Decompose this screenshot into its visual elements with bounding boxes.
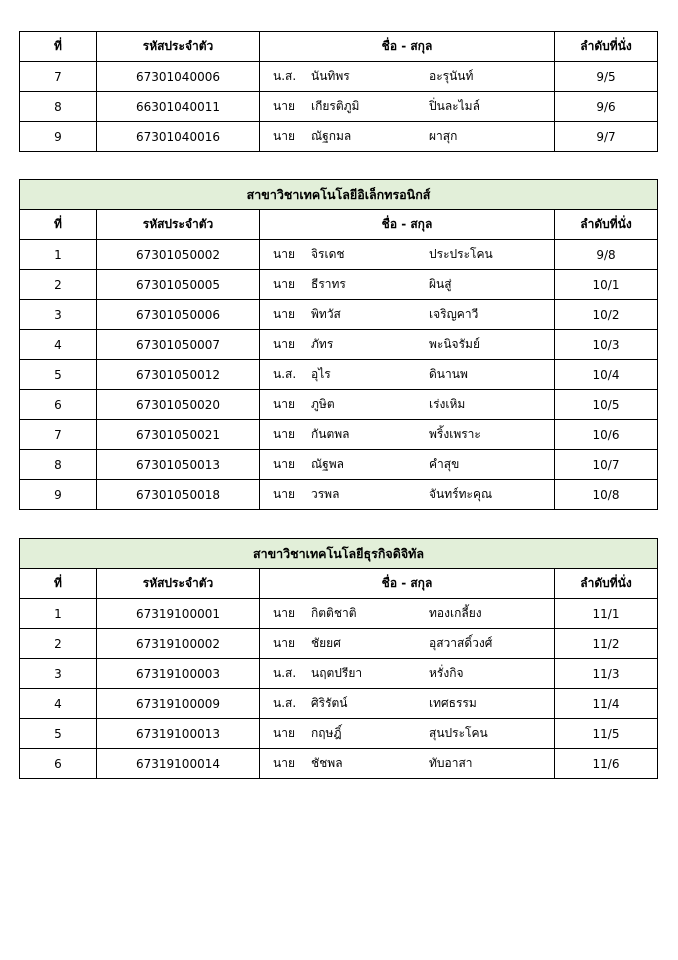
col-header-name: ชื่อ - สกุล [260, 569, 555, 599]
first-name: อุไร [311, 367, 331, 381]
table-row [20, 92, 658, 122]
table-row [20, 300, 658, 330]
name-prefix: น.ส. [273, 69, 297, 83]
last-name: สุนประโคน [429, 726, 488, 740]
name-prefix: นาย [273, 726, 295, 740]
row-number: 4 [20, 330, 97, 360]
student-id: 67319100003 [97, 659, 260, 689]
table-row [20, 270, 658, 300]
seat-number: 10/8 [555, 480, 658, 510]
first-name: วรพล [311, 487, 340, 501]
table-row [20, 599, 658, 629]
table-row [20, 390, 658, 420]
row-number: 2 [20, 629, 97, 659]
row-number: 7 [20, 62, 97, 92]
seat-number: 10/6 [555, 420, 658, 450]
col-header-no: ที่ [20, 569, 97, 599]
seat-number: 10/1 [555, 270, 658, 300]
student-name [260, 62, 555, 92]
first-name: กฤษฎิ์ [311, 726, 342, 740]
first-name: นฤตปรียา [311, 666, 363, 680]
student-name [260, 599, 555, 629]
name-prefix: นาย [273, 457, 295, 471]
col-header-seat: ลำดับที่นั่ง [555, 32, 658, 62]
student-id: 67301050012 [97, 360, 260, 390]
seat-number: 11/2 [555, 629, 658, 659]
name-prefix: นาย [273, 606, 295, 620]
student-id: 67319100014 [97, 749, 260, 779]
last-name: ประประโคน [429, 247, 493, 261]
student-name [260, 719, 555, 749]
seat-number: 9/7 [555, 122, 658, 152]
table-row [20, 719, 658, 749]
name-prefix: นาย [273, 337, 295, 351]
student-name [260, 749, 555, 779]
row-number: 6 [20, 390, 97, 420]
seat-table-electronics [19, 179, 658, 510]
first-name: ณัฐกมล [311, 129, 352, 143]
student-name [260, 480, 555, 510]
seat-table-digital-business [19, 538, 658, 779]
student-id: 67301050002 [97, 240, 260, 270]
student-name [260, 122, 555, 152]
first-name: ชัยยศ [311, 636, 341, 650]
table-row [20, 749, 658, 779]
first-name: ภูษิต [311, 397, 335, 411]
last-name: อุสวาสดิ์วงศ์ [429, 636, 493, 650]
name-prefix: นาย [273, 247, 295, 261]
name-prefix: นาย [273, 397, 295, 411]
name-prefix: นาย [273, 277, 295, 291]
col-header-name: ชื่อ - สกุล [260, 210, 555, 240]
table-row [20, 480, 658, 510]
student-name [260, 390, 555, 420]
row-number: 5 [20, 719, 97, 749]
student-name [260, 92, 555, 122]
table-row [20, 62, 658, 92]
first-name: จิรเดช [311, 247, 345, 261]
student-id: 67301050018 [97, 480, 260, 510]
row-number: 5 [20, 360, 97, 390]
last-name: หรั่งกิจ [429, 666, 464, 680]
student-id: 67301050006 [97, 300, 260, 330]
row-number: 3 [20, 659, 97, 689]
student-name [260, 659, 555, 689]
section-title: สาขาวิชาเทคโนโลยีธุรกิจดิจิทัล [20, 539, 658, 569]
table-header-row [20, 32, 658, 62]
student-id: 67319100013 [97, 719, 260, 749]
row-number: 4 [20, 689, 97, 719]
name-prefix: นาย [273, 307, 295, 321]
name-prefix: นาย [273, 129, 295, 143]
row-number: 1 [20, 240, 97, 270]
seat-number: 11/1 [555, 599, 658, 629]
name-prefix: นาย [273, 487, 295, 501]
name-prefix: นาย [273, 99, 295, 113]
row-number: 9 [20, 480, 97, 510]
col-header-seat: ลำดับที่นั่ง [555, 569, 658, 599]
last-name: ปิ่นละไมล์ [429, 99, 480, 113]
row-number: 3 [20, 300, 97, 330]
name-prefix: น.ส. [273, 367, 297, 381]
seat-number: 10/5 [555, 390, 658, 420]
section-title-row [20, 539, 658, 569]
seat-table-continued [19, 31, 658, 152]
section-title: สาขาวิชาเทคโนโลยีอิเล็กทรอนิกส์ [20, 180, 658, 210]
row-number: 1 [20, 599, 97, 629]
last-name: เร่งเหิม [429, 397, 466, 411]
first-name: กันตพล [311, 427, 350, 441]
last-name: จันทร์ทะคุณ [429, 487, 493, 501]
student-name [260, 629, 555, 659]
seat-number: 9/5 [555, 62, 658, 92]
last-name: ทับอาสา [429, 756, 473, 770]
last-name: เทศธรรม [429, 696, 477, 710]
col-header-no: ที่ [20, 32, 97, 62]
seat-number: 11/5 [555, 719, 658, 749]
table-row [20, 629, 658, 659]
first-name: กิตติชาติ [311, 606, 357, 620]
last-name: เจริญคาวี [429, 307, 479, 321]
name-prefix: นาย [273, 636, 295, 650]
row-number: 6 [20, 749, 97, 779]
row-number: 9 [20, 122, 97, 152]
last-name: พริ้งเพราะ [429, 427, 481, 441]
student-id: 67301040016 [97, 122, 260, 152]
student-name [260, 360, 555, 390]
col-header-seat: ลำดับที่นั่ง [555, 210, 658, 240]
name-prefix: น.ส. [273, 696, 297, 710]
table-row [20, 240, 658, 270]
student-name [260, 270, 555, 300]
student-id: 67301050013 [97, 450, 260, 480]
seat-number: 10/2 [555, 300, 658, 330]
first-name: นันทิพร [311, 69, 350, 83]
student-name [260, 689, 555, 719]
student-id: 67301050021 [97, 420, 260, 450]
student-name [260, 240, 555, 270]
col-header-name: ชื่อ - สกุล [260, 32, 555, 62]
row-number: 8 [20, 92, 97, 122]
first-name: เกียรติภูมิ [311, 99, 360, 113]
student-id: 66301040011 [97, 92, 260, 122]
last-name: ดินานพ [429, 367, 468, 381]
student-name [260, 450, 555, 480]
last-name: ทองเกลี้ยง [429, 606, 482, 620]
table-header-row [20, 210, 658, 240]
last-name: ผาสุก [429, 129, 458, 143]
student-id: 67301050007 [97, 330, 260, 360]
last-name: พะนิจรัมย์ [429, 337, 480, 351]
first-name: พิทวัส [311, 307, 341, 321]
seat-number: 11/4 [555, 689, 658, 719]
student-id: 67319100002 [97, 629, 260, 659]
col-header-student-id: รหัสประจำตัว [97, 569, 260, 599]
table-row [20, 450, 658, 480]
last-name: อะรุนันท์ [429, 69, 474, 83]
table-row [20, 659, 658, 689]
table-row [20, 420, 658, 450]
table-row [20, 360, 658, 390]
student-id: 67319100001 [97, 599, 260, 629]
student-id: 67301040006 [97, 62, 260, 92]
name-prefix: นาย [273, 427, 295, 441]
first-name: ศิริรัตน์ [311, 696, 348, 710]
first-name: ธีราทร [311, 277, 346, 291]
name-prefix: น.ส. [273, 666, 297, 680]
name-prefix: นาย [273, 756, 295, 770]
first-name: ชัชพล [311, 756, 343, 770]
table-header-row [20, 569, 658, 599]
last-name: ผินสู่ [429, 277, 452, 291]
row-number: 8 [20, 450, 97, 480]
seat-number: 10/3 [555, 330, 658, 360]
last-name: คำสุข [429, 457, 460, 471]
student-id: 67319100009 [97, 689, 260, 719]
first-name: ภัทร [311, 337, 334, 351]
seat-number: 11/3 [555, 659, 658, 689]
col-header-student-id: รหัสประจำตัว [97, 210, 260, 240]
section-title-row [20, 180, 658, 210]
col-header-no: ที่ [20, 210, 97, 240]
table-row [20, 122, 658, 152]
student-id: 67301050020 [97, 390, 260, 420]
student-name [260, 420, 555, 450]
table-row [20, 689, 658, 719]
col-header-student-id: รหัสประจำตัว [97, 32, 260, 62]
student-name [260, 330, 555, 360]
first-name: ณัฐพล [311, 457, 345, 471]
seat-number: 10/7 [555, 450, 658, 480]
student-name [260, 300, 555, 330]
seat-number: 9/8 [555, 240, 658, 270]
seat-number: 11/6 [555, 749, 658, 779]
seat-number: 10/4 [555, 360, 658, 390]
row-number: 7 [20, 420, 97, 450]
table-row [20, 330, 658, 360]
row-number: 2 [20, 270, 97, 300]
seat-number: 9/6 [555, 92, 658, 122]
student-id: 67301050005 [97, 270, 260, 300]
